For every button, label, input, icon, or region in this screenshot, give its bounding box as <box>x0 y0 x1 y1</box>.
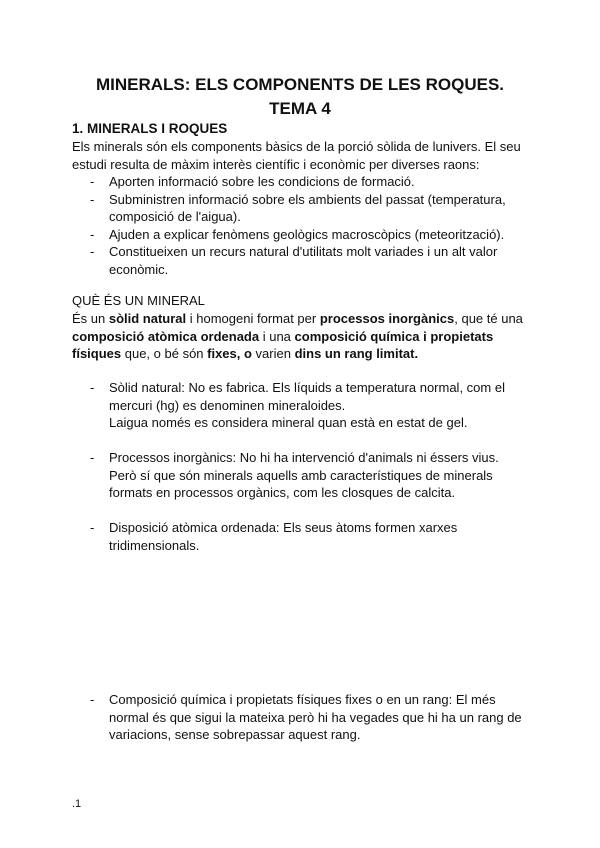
dash-bullet: - <box>90 226 95 242</box>
property-bullet-processes <box>90 449 532 502</box>
definition-text: que, o bé són <box>121 346 208 361</box>
dash-bullet: - <box>90 244 95 259</box>
definition-bold: fixes, o <box>207 346 252 361</box>
dash-bullet: - <box>90 450 95 465</box>
list-item <box>90 379 532 432</box>
list-item-text: Constitueixen un recurs natural d'utilitats molt variades i un alt valor econòmic. <box>109 244 498 277</box>
property-bullet-atomic <box>90 519 532 554</box>
list-item-text: Subministren informació sobre els ambients del passat (temperatura, composició de l'aigua). <box>109 191 506 224</box>
page-subtitle: TEMA 4 <box>269 99 331 118</box>
list-item-text: Sòlid natural: No es fabrica. Els líquids a temperatura normal, com el mercuri (hg) es denominen mineraloides. <box>109 380 505 413</box>
dash-bullet: - <box>90 174 95 189</box>
definition-text: , que té una <box>454 311 523 326</box>
definition-text: i una <box>259 328 295 344</box>
list-item-text: Processos inorgànics: No hi ha intervenció d'animals ni éssers vius. <box>109 450 499 465</box>
definition-bold: processos inorgànics <box>319 311 455 326</box>
dash-bullet: - <box>90 380 95 395</box>
definition-bold: composició química i propietats físiques <box>72 328 494 361</box>
dash-bullet: - <box>90 191 95 207</box>
list-item <box>90 691 532 744</box>
dash-bullet: - <box>90 520 95 535</box>
property-bullet-solid <box>90 379 532 432</box>
intro-paragraph: Els minerals són els components bàsics de la porció sòlida de lunivers. El seu estudi resulta de màxim interès científic i econòmic per diverses raons: <box>72 139 521 172</box>
definition-bold: dins un rang limitat. <box>294 346 419 361</box>
dash-bullet: - <box>90 692 95 707</box>
property-bullet-composition <box>90 691 532 744</box>
page-title: MINERALS: ELS COMPONENTS DE LES ROQUES. <box>95 75 505 94</box>
section-heading-que-es-mineral: QUÈ ÉS UN MINERAL <box>72 293 205 308</box>
definition-text: i homogeni format per <box>186 311 320 326</box>
list-item-text: Però sí que són minerals aquells amb característiques de minerals formats en processos orgànics, com les closques de calcita. <box>109 467 493 500</box>
list-item-text: Laigua només es considera mineral quan està en estat de gel. <box>109 415 468 430</box>
list-item <box>90 173 532 191</box>
definition-bold: sòlid natural <box>108 311 187 326</box>
section-heading-minerals-roques: 1. MINERALS I ROQUES <box>72 121 228 136</box>
page-number: .1 <box>72 798 82 810</box>
list-item-text: Composició química i propietats físiques fixes o en un rang: El més normal és que sigui la mateixa però hi ha vegades que hi ha un rang de variacions, sense sobrepassar aquest rang. <box>109 692 522 742</box>
definition-text: varien <box>251 346 295 361</box>
definition-bold: composició atòmica ordenada <box>72 328 260 344</box>
list-item <box>90 519 532 554</box>
list-item <box>90 226 532 244</box>
reasons-list <box>90 173 532 278</box>
definition-paragraph <box>72 310 532 363</box>
list-item <box>90 191 532 226</box>
list-item-text: Ajuden a explicar fenòmens geològics macroscòpics (meteorització). <box>109 226 505 242</box>
list-item-text: Aporten informació sobre les condicions de formació. <box>109 174 415 189</box>
list-item <box>90 449 532 502</box>
list-item <box>90 243 532 278</box>
list-item-text: Disposició atòmica ordenada: Els seus àtoms formen xarxes tridimensionals. <box>109 520 458 553</box>
definition-text: És un <box>72 311 109 326</box>
